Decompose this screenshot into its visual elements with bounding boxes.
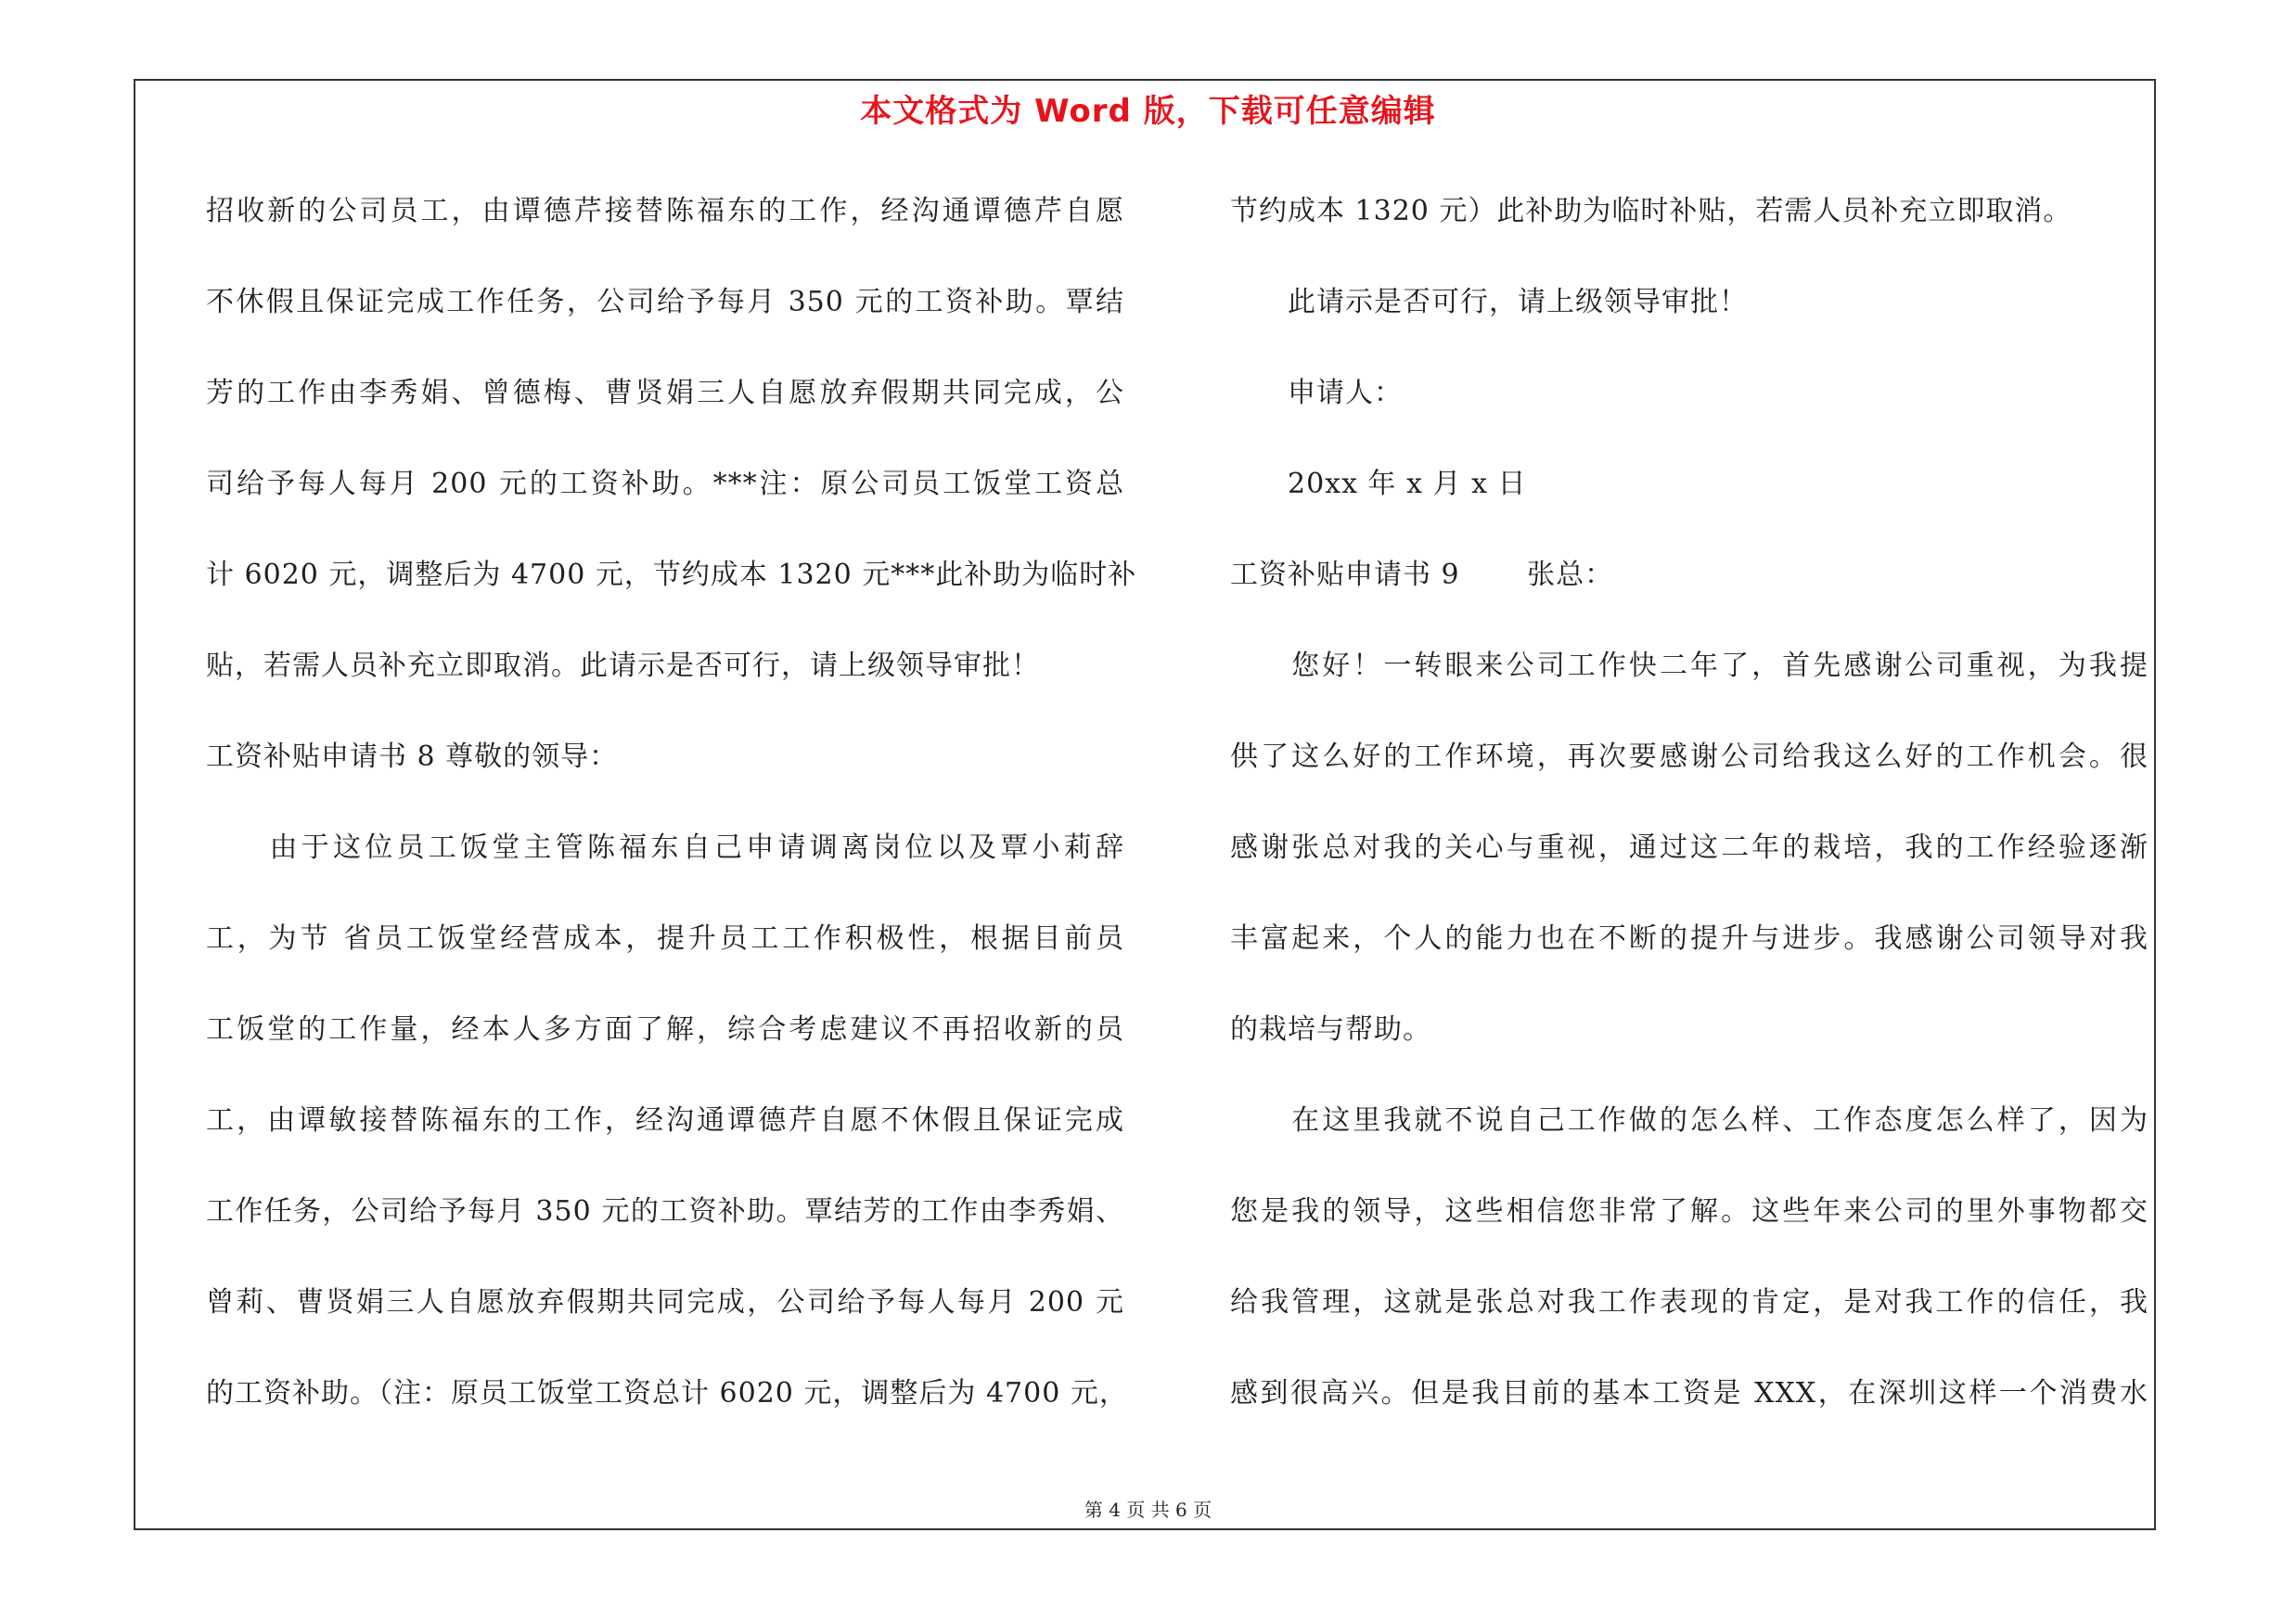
page-number: 第 4 页 共 6 页 [1084, 1499, 1212, 1521]
text-line: 工，为节 省员工饭堂经营成本，提升员工工作积极性，根据目前员 [206, 922, 1124, 955]
text-line: 招收新的公司员工，由谭德芹接替陈福东的工作，经沟通谭德芹自愿 [206, 195, 1124, 227]
text-line: 由于这位员工饭堂主管陈福东自己申请调离岗位以及覃小莉辞 [206, 831, 1124, 864]
section-heading: 工资补贴申请书 9 张总： [1230, 559, 1614, 591]
editable-format-banner: 本文格式为 Word 版，下载可任意编辑 [860, 93, 1436, 130]
text-line: 感谢张总对我的关心与重视，通过这二年的栽培，我的工作经验逐渐 [1230, 831, 2148, 864]
text-line: 曾莉、曹贤娟三人自愿放弃假期共同完成，公司给予每人每月 200 元 [206, 1286, 1124, 1319]
text-line: 感到很高兴。但是我目前的基本工资是 XXX，在深圳这样一个消费水 [1230, 1377, 2148, 1410]
text-line: 工作任务，公司给予每月 350 元的工资补助。覃结芳的工作由李秀娟、 [206, 1195, 1124, 1228]
text-line: 司给予每人每月 200 元的工资补助。***注：原公司员工饭堂工资总 [206, 468, 1124, 500]
text-line: 给我管理，这就是张总对我工作表现的肯定，是对我工作的信任，我 [1230, 1286, 2148, 1319]
text-line: 您是我的领导，这些相信您非常了解。这些年来公司的里外事物都交 [1230, 1195, 2148, 1228]
date-line: 20xx 年 x 月 x 日 [1230, 468, 1527, 500]
text-line: 的工资补助。（注：原员工饭堂工资总计 6020 元，调整后为 4700 元， [206, 1377, 1128, 1410]
text-line: 您好！一转眼来公司工作快二年了，首先感谢公司重视，为我提 [1230, 650, 2148, 682]
text-line: 此请示是否可行，请上级领导审批！ [1230, 286, 1748, 318]
text-line: 工饭堂的工作量，经本人多方面了解，综合考虑建议不再招收新的员 [206, 1013, 1124, 1046]
text-line: 芳的工作由李秀娟、曾德梅、曹贤娟三人自愿放弃假期共同完成，公 [206, 377, 1124, 409]
text-line: 工，由谭敏接替陈福东的工作，经沟通谭德芹自愿不休假且保证完成 [206, 1104, 1124, 1137]
text-line: 供了这么好的工作环境，再次要感谢公司给我这么好的工作机会。很 [1230, 741, 2148, 773]
text-line: 计 6020 元，调整后为 4700 元，节约成本 1320 元***此补助为临时补 [206, 559, 1137, 591]
right-text-column [1230, 184, 2148, 1457]
applicant-label: 申请人： [1230, 377, 1403, 409]
text-line: 丰富起来，个人的能力也在不断的提升与进步。我感谢公司领导对我 [1230, 922, 2148, 955]
section-heading: 工资补贴申请书 8 尊敬的领导： [206, 741, 619, 773]
text-line: 节约成本 1320 元）此补助为临时补贴，若需人员补充立即取消。 [1230, 195, 2072, 227]
left-text-column [206, 184, 1137, 1457]
text-line: 不休假且保证完成工作任务，公司给予每月 350 元的工资补助。覃结 [206, 286, 1124, 318]
text-line: 贴，若需人员补充立即取消。此请示是否可行，请上级领导审批！ [206, 650, 1040, 682]
text-line: 的栽培与帮助。 [1230, 1013, 1431, 1046]
text-line: 在这里我就不说自己工作做的怎么样、工作态度怎么样了，因为 [1230, 1104, 2148, 1137]
